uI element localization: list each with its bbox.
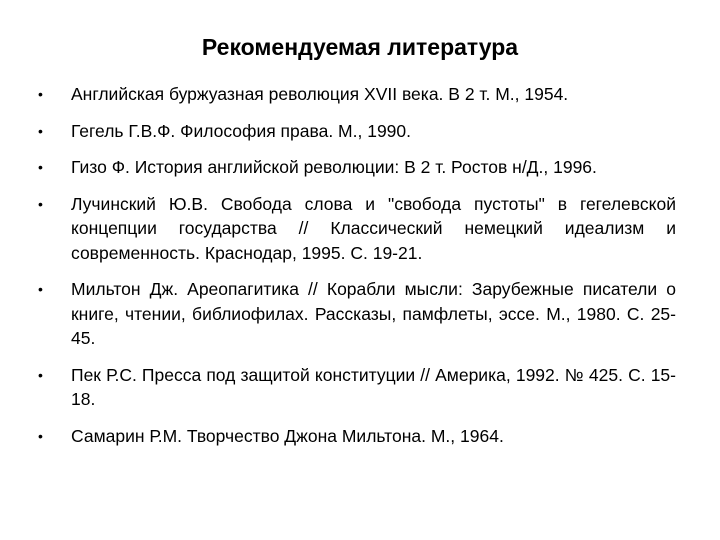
reference-text: Лучинский Ю.В. Свобода слова и "свобода пустоты" в гегелевской концепции государства // Классический немецкий идеализм и современность. Краснодар, 1995. С. 19-21.: [71, 193, 676, 263]
reference-text: Мильтон Дж. Ареопагитика // Корабли мысли: Зарубежные писатели о книге, чтении, библиофилах. Рассказы, памфлеты, эссе. М., 1980. С. 25-45.: [71, 279, 676, 348]
reference-text: Гегель Г.В.Ф. Философия права. М., 1990.: [71, 120, 412, 141]
list-item: [38, 119, 676, 144]
list-item: [38, 363, 676, 412]
bullet-icon: •: [38, 122, 43, 139]
list-item: [38, 82, 676, 107]
bullet-icon: •: [38, 427, 43, 444]
bullet-icon: •: [38, 159, 43, 175]
bullet-icon: •: [38, 281, 43, 297]
bullet-icon: •: [38, 86, 43, 102]
reference-text: Гизо Ф. История английской революции: В 2 т. Ростов н/Д., 1996.: [71, 157, 597, 177]
page-title: Рекомендуемая литература: [201, 34, 519, 60]
list-item: [38, 155, 676, 180]
list-item: [38, 277, 676, 351]
list-item: [38, 192, 676, 266]
bullet-icon: •: [38, 195, 43, 212]
bullet-icon: •: [38, 366, 43, 383]
reference-text: Самарин Р.М. Творчество Джона Мильтона. М., 1964.: [71, 425, 504, 446]
list-item: [38, 424, 676, 449]
reference-text: Пек Р.С. Пресса под защитой конституции // Америка, 1992. № 425. С. 15-18.: [71, 364, 676, 409]
reference-list: [38, 82, 676, 448]
reference-text: Английская буржуазная революция XVII века. В 2 т. М., 1954.: [71, 84, 569, 104]
